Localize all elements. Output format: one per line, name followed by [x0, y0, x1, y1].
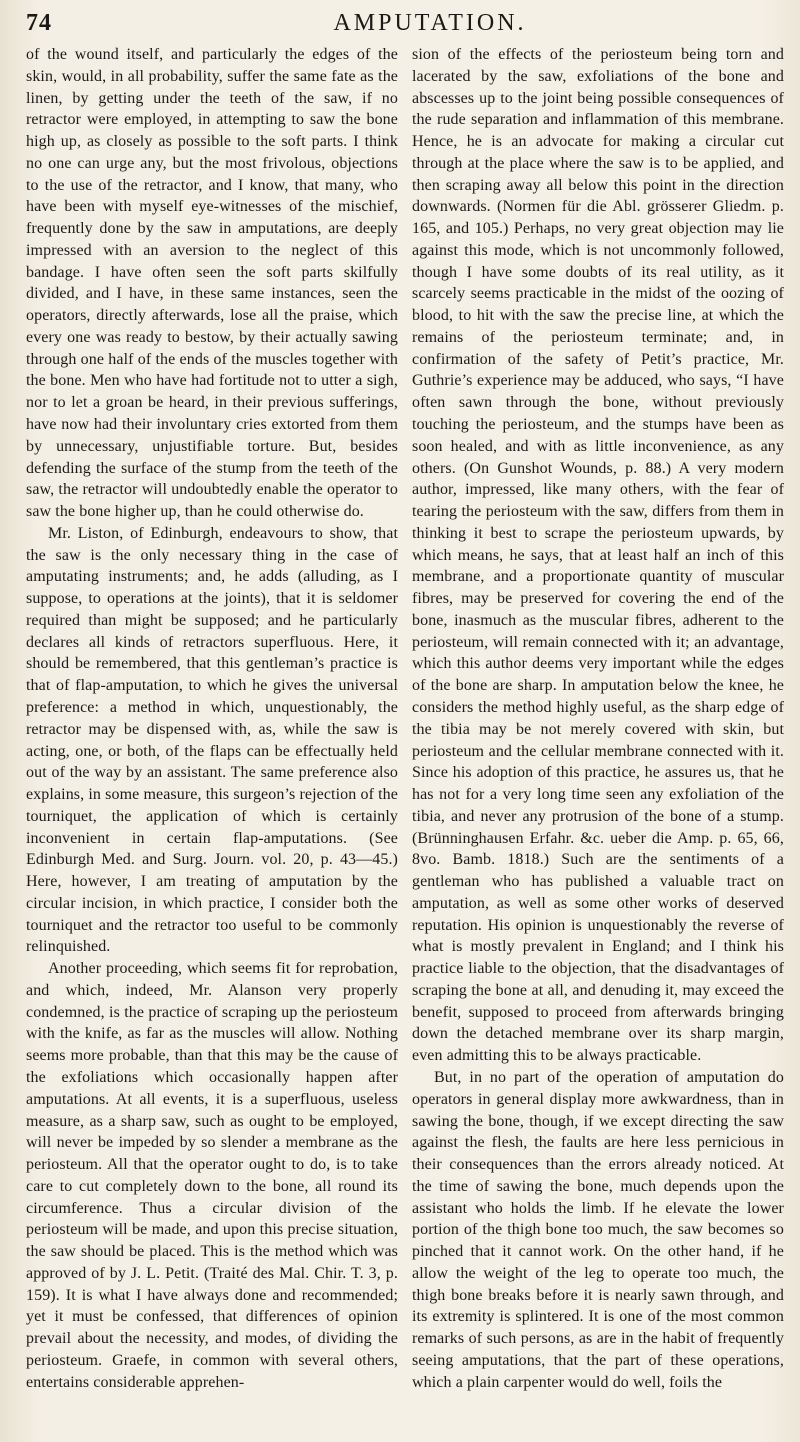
page-header: [22, 6, 778, 46]
left-paragraph-2: Mr. Liston, of Edinburgh, endeavours to show, that the saw is the only necessary thing in the case of amputating instruments; and, he adds (alluding, as I suppose, to operations at the joints), that it is seldomer required than might be supposed; and he particularly declares all kinds of retractors superfluous. Here, it should be remembered, that this gentleman’s practice is that of flap-amputation, to which he gives the universal preference: a method in which, unquestionably, the retractor may be dispensed with, as, while the saw is acting, one, or both, of the flaps can be effectually held out of the way by an assistant. The same preference also explains, in some measure, this surgeon’s rejection of the tourniquet, the application of which is certainly inconvenient in certain flap-amputations. (See Edinburgh Med. and Surg. Journ. vol. 20, p. 43—45.) Here, however, I am treating of amputation by the circular incision, in which practice, I consider both the tourniquet and the retractor too useful to be commonly relinquished.: [26, 524, 398, 956]
left-column: [26, 44, 398, 1393]
right-paragraph-1: sion of the effects of the periosteum being torn and lacerated by the saw, exfoliations of the bone and abscesses up to the joint being possible consequences of the rude separation and inflammation of this membrane. Hence, he is an advocate for making a circular cut through at the place where the saw is to be applied, and then scraping away all below this point in the direction downwards. (Normen für die Abl. grösserer Gliedm. p. 165, and 105.) Perhaps, no very great objection may lie against this mode, which is not uncommonly followed, though I have some doubts of its real utility, as it scarcely seems practicable in the midst of the oozing of blood, to hit with the saw the precise line, at which the remains of the periosteum terminate; and, in confirmation of the safety of Petit’s practice, Mr. Guthrie’s experience may be adduced, who says, “I have often sawn through the bone, without previously touching the periosteum, and the stumps have been as soon healed, and with as little inconvenience, as any others. (On Gunshot Wounds, p. 88.) A very modern author, impressed, like many others, with the fear of tearing the periosteum with the saw, differs from them in thinking it best to scrape the periosteum upwards, by which means, he says, that at least half an inch of this membrane, and a proportionate quantity of muscular fibres, may be preserved for covering the end of the bone, inasmuch as the muscular fibres, adherent to the periosteum, will remain connected with it; an advantage, which this author deems very important while the edges of the bone are sharp. In amputation below the knee, he considers the method highly useful, as the sharp edge of the tibia may be not merely covered with skin, but periosteum and the cellular membrane connected with it. Since his adoption of this practice, he assures us, that he has not for a very long time seen any exfoliation of the tibia, and never any protrusion of the bone of a stump. (Brünninghausen Erfahr. &c. ueber die Amp. p. 65, 66, 8vo. Bamb. 1818.) Such are the sentiments of a gentleman who has published a valuable tract on amputation, as well as some other works of deserved reputation. His opinion is unquestionably the reverse of what is mostly prevalent in England; and I think his practice liable to the objection, that the disadvantages of scraping the bone at all, and denuding it, may exceed the benefit, supposed to proceed from afterwards bringing down the detached membrane over its sharp margin, even admitting this to be always practicable.: [412, 46, 784, 1065]
running-head: AMPUTATION.: [333, 10, 527, 36]
left-paragraph-1: of the wound itself, and particularly the edges of the skin, would, in all probability, suffer the same fate as the linen, by getting under the teeth of the saw, if no retractor were employed, in attempting to saw the bone high up, as closely as possible to the soft parts. I think no one can urge any, but the most frivolous, objections to the use of the retractor, and I know, that many, who have been with myself eye-witnesses of the mischief, frequently done by the saw in amputations, are deeply impressed with an aversion to the neglect of this bandage. I have often seen the soft parts skilfully divided, and I have, in these same instances, seen the operators, directly afterwards, lose all the praise, which every one was ready to bestow, by their actually sawing through one half of the ends of the muscles together with the bone. Men who have had fortitude not to utter a sigh, nor to let a groan be heard, in their previous sufferings, have now had their involuntary cries extorted from them by unnecessary, unjustifiable torture. But, besides defending the surface of the stump from the teeth of the saw, the retractor will undoubtedly enable the operator to saw the bone higher up, than he could otherwise do.: [26, 46, 398, 521]
right-column: [412, 44, 784, 1393]
left-paragraph-3: Another proceeding, which seems fit for reprobation, and which, indeed, Mr. Alanson very properly condemned, is the practice of scraping up the periosteum with the knife, as far as the muscles will allow. Nothing seems more probable, than that this may be the cause of the exfoliations which occasionally happen after amputations. At all events, it is a superfluous, useless measure, as a sharp saw, such as ought to be employed, will never be impeded by so slender a membrane as the periosteum. All that the operator ought to do, is to take care to cut completely down to the bone, all round its circumference. Thus a circular division of the periosteum will be made, and upon this precise situation, the saw should be placed. This is the method which was approved of by J. L. Petit. (Traité des Mal. Chir. T. 3, p. 159). It is what I have always done and recommended; yet it must be confessed, that differences of opinion prevail about the necessity, and modes, of dividing the periosteum. Graefe, in common with several others, entertains considerable apprehen-: [26, 960, 398, 1391]
page-number: 74: [26, 10, 52, 36]
right-paragraph-2: But, in no part of the operation of amputation do operators in general display more awkwardness, than in sawing the bone, though, if we except directing the saw against the flesh, the faults are here less pernicious in their consequences than the errors already noticed. At the time of sawing the bone, much depends upon the assistant who holds the limb. If he elevate the lower portion of the thigh bone too much, the saw becomes so pinched that it cannot work. On the other hand, if he allow the weight of the leg to operate too much, the thigh bone breaks before it is nearly sawn through, and its extremity is splintered. It is one of the most common remarks of such persons, as are in the habit of frequently seeing amputations, that the part of these operations, which a plain carpenter would do well, foils the: [412, 1068, 784, 1391]
